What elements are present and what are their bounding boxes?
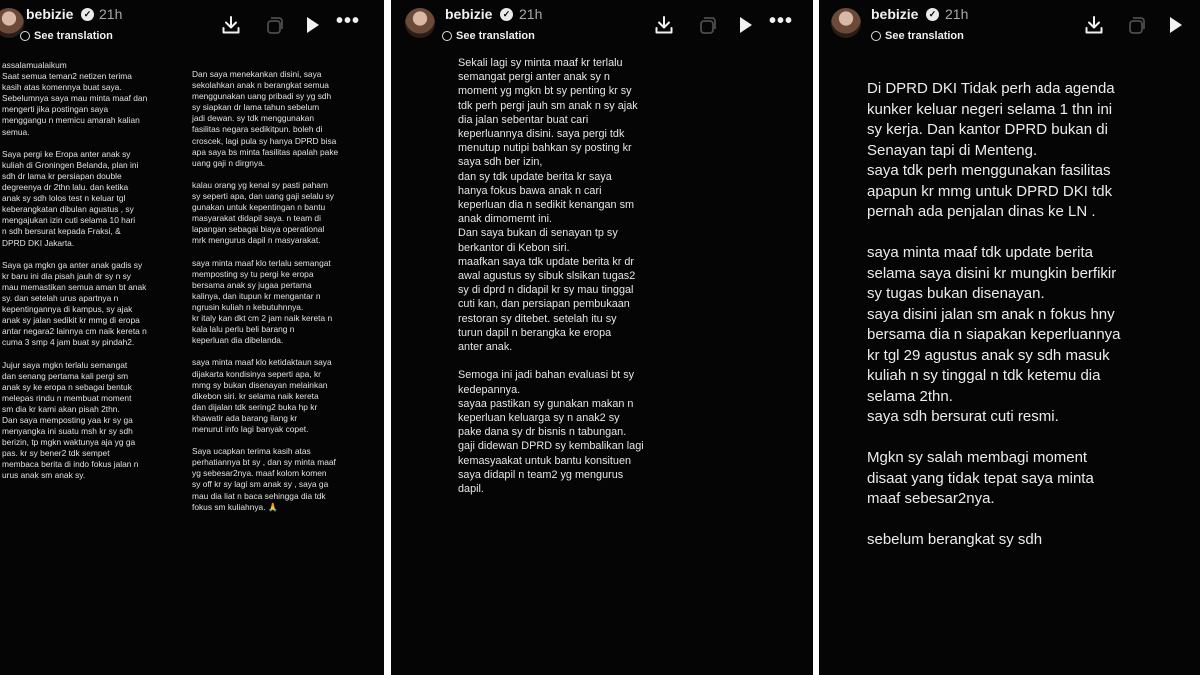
username[interactable]: bebizie [26,6,74,22]
story-panel-1 [0,0,384,675]
download-icon[interactable] [653,14,675,36]
play-icon[interactable] [302,14,322,36]
avatar[interactable] [831,8,861,38]
remix-icon[interactable] [263,14,285,36]
story-header [0,0,384,52]
see-translation-link[interactable]: See translation [34,30,113,42]
story-panel-3 [819,0,1200,675]
remix-icon[interactable] [1125,14,1147,36]
timestamp: 21h [519,6,543,22]
remix-icon[interactable] [696,14,718,36]
play-icon[interactable] [1165,14,1185,36]
story-text: Sekali lagi sy minta maaf kr terlalu semangat pergi anter anak sy n moment yg mgkn bt sy penting kr sy tdk perh pergi jauh sm anak n sy ajak dia jalan sebentar buat cari keperluannya disini. saya pergi tdk menutup nutipi bahkan sy posting kr saya sdh ber izin, dan sy tdk update berita kr saya hanya fokus bawa anak n cari keperluan dia n sedikit kenangan sm anak dimomemt ini. Dan saya bukan di senayan tp sy berkantor di Kebon siri. maafkan saya tdk update berita kr dr awal agustus sy sibuk slsikan tugas2 sy di dprd n didapil kr sy mau tinggal cuti kan, dan persiapan pembukaan restoran sy ditebet. setelah itu sy turun dapil n berangka ke eropa anter anak. Semoga ini jadi bahan evaluasi bt sy kedepannya. sayaa pastikan sy gunakan makan n keperluan keluarga sy n anak2 sy pake dana sy dr bisnis n tabungan. gaji didewan DPRD sy kembalikan lagi kemasyaakat untuk bantu konsituen saya didapil n team2 yg mengurus dapil. [458,57,644,496]
timestamp: 21h [99,6,123,22]
more-options-icon[interactable]: ••• [336,10,361,32]
translate-globe-icon [871,31,881,41]
story-header [819,0,1200,52]
story-panel-2 [391,0,813,675]
verified-badge-icon: ✓ [81,8,94,21]
translate-globe-icon [442,31,452,41]
more-options-icon[interactable]: ••• [769,10,794,32]
see-translation-link[interactable]: See translation [456,30,535,42]
verified-badge-icon: ✓ [926,8,939,21]
story-header [391,0,813,52]
verified-badge-icon: ✓ [500,8,513,21]
download-icon[interactable] [1083,14,1105,36]
translate-globe-icon [20,31,30,41]
see-translation-link[interactable]: See translation [885,30,964,42]
story-text-right-column: Dan saya menekankan disini, saya sekolahkan anak n berangkat semua menggunakan uang pribadi sy yg sdh sy siapkan dr lama tahun sebelum jadi dewan. sy tdk menggunakan fasilitas negara sedikitpun. boleh di croscek, lagi pula sy hanya DPRD bisa apa saya bs minta fasilitas apalah pake uang gaji n dirgnya. kalau orang yg kenal sy pasti paham sy seperti apa, dan uang gaji selalu sy gunakan untuk kepentingan n bantu masyarakat didapil saya. n team di lapangan sebagai biaya operational mrk mengurus dapil n masyarakat. saya minta maaf klo terlalu semangat memposting sy tu pergi ke eropa bersama anak sy jugaa pertama kalinya, dan itupun kr mengantar n ngrusin kuliah n kebutuhnnya. kr italy kan dkt cm 2 jam naik kereta n kala lalu perlu beli barang n keperluan dia dibelanda. saya minta maaf klo ketidaktaun saya dijakarta kondisinya seperti apa, kr mmg sy bukan disenayan melainkan dikebon siri. kr selama naik kereta dan dijalan tdk sering2 buka hp kr khawatir ada barang ilang kr menurut info lagi banyak copet. Saya ucapkan terima kasih atas perhatiannya bt sy , dan sy minta maaf yg sebesar2nya. maaf kolom komen sy off kr sy lagi sm anak sy , saya ga mau dia liat n baca sehingga dia tdk fokus sm kuliahnya. 🙏 [192,69,339,512]
play-icon[interactable] [735,14,755,36]
story-text-left-column: assalamualaikum Saat semua teman2 netizen terima kasih atas komennya buat saya. Sebelumnya saya mau minta maaf dan mengerti jika postingan saya menggangu n memicu amarah kalian semua. Saya pergi ke Eropa anter anak sy kuliah di Groningen Belanda, plan ini sdh dr lama kr persiapan double degreenya dr 2thn lalu. dan ketika anak sy sdh lolos test n keluar tgl keberangkatan dibulan agustus , sy mengajukan izin cuti selama 10 hari n sdh bersurat kepada Fraksi, & DPRD DKI Jakarta. Saya ga mgkn ga anter anak gadis sy kr baru ini dia pisah jauh dr sy n sy mau memastikan semua aman bt anak sy. dan setelah urus apartnya n kepentingannya di kampus, sy ajak anak sy jalan sedikit kr mmg di eropa antar negara2 lainnya cm naik kereta n cuma 3 smp 4 jam buat sy pindah2. Jujur saya mgkn terlalu semangat dan senang pertama kali pergi sm anak sy ke eropa n sebagai bentuk melepas rindu n membuat moment sm dia kr kami akan pisah 2thn. Dan saya memposting yaa kr sy ga menyangka ini suatu msh kr sy sdh berizin, tp mgkn waktunya aja yg ga pas. kr sy bener2 tdk sempet membaca berita di indo fokus jalan n urus anak sm anak sy. [2,60,148,481]
username[interactable]: bebizie [445,6,493,22]
download-icon[interactable] [220,14,242,36]
story-text: Di DPRD DKI Tidak perh ada agenda kunker keluar negeri selama 1 thn ini sy kerja. Dan kantor DPRD bukan di Senayan tapi di Menteng. saya tdk perh menggunakan fasilitas apapun kr mmg untuk DPRD DKI tdk pernah ada penjalan dinas ke LN . saya minta maaf tdk update berita selama saya disini kr mungkin berfikir sy tugas bukan disenayan. saya disini jalan sm anak n fokus hny bersama dia n siapakan keperluannya kr tgl 29 agustus anak sy sdh masuk kuliah n sy tinggal n tdk ketemu dia selama 2thn. saya sdh bersurat cuti resmi. Mgkn sy salah membagi moment disaat yang tidak tepat saya minta maaf sebesar2nya. sebelum berangkat sy sdh [867,80,1121,548]
avatar[interactable] [405,8,435,38]
username[interactable]: bebizie [871,6,919,22]
timestamp: 21h [945,6,969,22]
